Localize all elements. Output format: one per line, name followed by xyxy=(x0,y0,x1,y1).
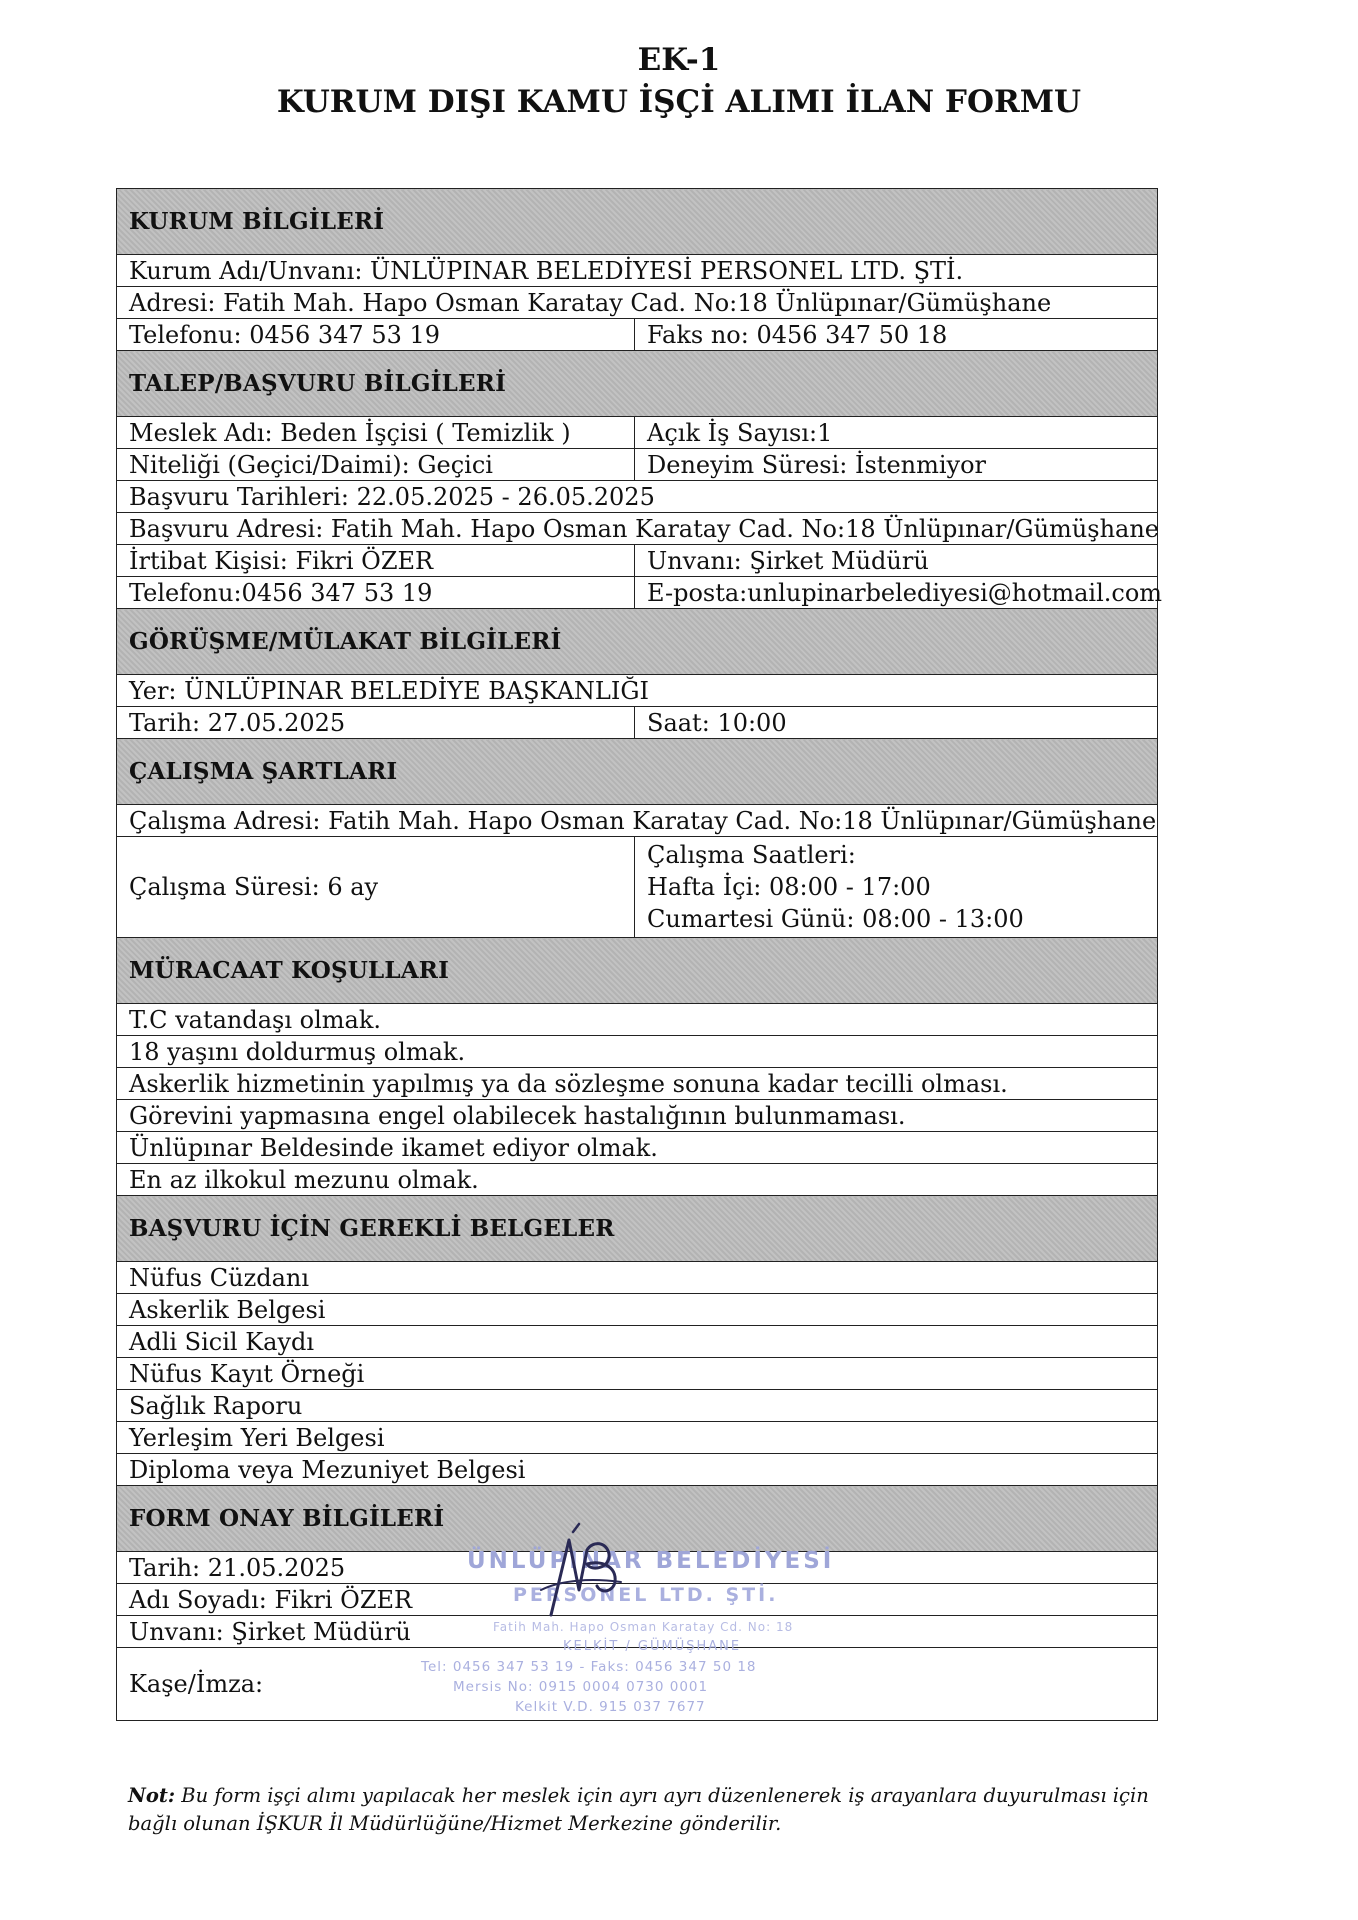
stamp-line: Fatih Mah. Hapo Osman Karatay Cd. No: 18 xyxy=(493,1620,794,1634)
section-onay-heading: FORM ONAY BİLGİLERİ xyxy=(117,1486,1158,1552)
stamp-line: ÜNLÜPINAR BELEDİYESİ xyxy=(467,1548,835,1574)
cumartesi-saat: Cumartesi Günü: 08:00 - 13:00 xyxy=(647,905,1024,933)
irtibat-kisisi: İrtibat Kişisi: Fikri ÖZER xyxy=(117,545,635,577)
kurum-telefon: Telefonu: 0456 347 53 19 xyxy=(117,319,635,351)
stamp-line: PERSONEL LTD. ŞTİ. xyxy=(513,1584,779,1606)
footer-note xyxy=(128,1782,1178,1838)
irtibat-unvan: Unvanı: Şirket Müdürü xyxy=(635,545,1158,577)
belge-item: Yerleşim Yeri Belgesi xyxy=(117,1422,1158,1454)
belge-item: Diploma veya Mezuniyet Belgesi xyxy=(117,1454,1158,1486)
meslek-adi: Meslek Adı: Beden İşçisi ( Temizlik ) xyxy=(117,417,635,449)
gorusme-tarih: Tarih: 27.05.2025 xyxy=(117,707,635,739)
note-text: Bu form işçi alımı yapılacak her meslek için ayrı ayrı düzenlenerek iş arayanlara duyurulması için bağlı olunan İŞKUR İl Müdürlüğüne/Hizmet Merkezine gönderilir. xyxy=(128,1784,1149,1835)
kase-imza-label: Kaşe/İmza: xyxy=(129,1670,264,1698)
basvuru-adresi: Başvuru Adresi: Fatih Mah. Hapo Osman Karatay Cad. No:18 Ünlüpınar/Gümüşhane xyxy=(117,513,1158,545)
basvuru-tarihleri: Başvuru Tarihleri: 22.05.2025 - 26.05.2025 xyxy=(117,481,1158,513)
calisma-saatleri xyxy=(635,837,1158,938)
section-gorusme-heading: GÖRÜŞME/MÜLAKAT BİLGİLERİ xyxy=(117,609,1158,675)
stamp-line: Tel: 0456 347 53 19 - Faks: 0456 347 50 18 xyxy=(421,1659,757,1675)
onay-unvan: Unvanı: Şirket Müdürü xyxy=(117,1616,1158,1648)
section-calisma-heading: ÇALIŞMA ŞARTLARI xyxy=(117,739,1158,805)
muracaat-item: 18 yaşını doldurmuş olmak. xyxy=(117,1036,1158,1068)
gorusme-yer: Yer: ÜNLÜPINAR BELEDİYE BAŞKANLIĞI xyxy=(117,675,1158,707)
section-kurum-heading: KURUM BİLGİLERİ xyxy=(117,189,1158,255)
stamp-line: Kelkit V.D. 915 037 7677 xyxy=(515,1699,706,1715)
stamp-line: Mersis No: 0915 0004 0730 0001 xyxy=(453,1679,709,1695)
hafta-ici-saat: Hafta İçi: 08:00 - 17:00 xyxy=(647,873,931,901)
belge-item: Sağlık Raporu xyxy=(117,1390,1158,1422)
note-label: Not: xyxy=(128,1784,176,1807)
gorusme-saat: Saat: 10:00 xyxy=(635,707,1158,739)
niteligi: Niteliği (Geçici/Daimi): Geçici xyxy=(117,449,635,481)
section-belgeler-heading: BAŞVURU İÇİN GEREKLİ BELGELER xyxy=(117,1196,1158,1262)
form-code: EK-1 xyxy=(637,42,721,78)
calisma-suresi: Çalışma Süresi: 6 ay xyxy=(117,837,635,938)
muracaat-item: Ünlüpınar Beldesinde ikamet ediyor olmak. xyxy=(117,1132,1158,1164)
announcement-form xyxy=(116,188,1163,1721)
onay-adi-soyadi: Adı Soyadı: Fikri ÖZER xyxy=(117,1584,1158,1616)
form-title: KURUM DIŞI KAMU İŞÇİ ALIMI İLAN FORMU xyxy=(276,84,1082,120)
muracaat-item: Askerlik hizmetinin yapılmış ya da sözleşme sonuna kadar tecilli olması. xyxy=(117,1068,1158,1100)
belge-item: Askerlik Belgesi xyxy=(117,1294,1158,1326)
deneyim-suresi: Deneyim Süresi: İstenmiyor xyxy=(635,449,1158,481)
muracaat-item: T.C vatandaşı olmak. xyxy=(117,1004,1158,1036)
irtibat-telefon: Telefonu:0456 347 53 19 xyxy=(117,577,635,609)
belge-item: Nüfus Cüzdanı xyxy=(117,1262,1158,1294)
section-muracaat-heading: MÜRACAAT KOŞULLARI xyxy=(117,938,1158,1004)
irtibat-eposta: E-posta:unlupinarbelediyesi@hotmail.com xyxy=(635,577,1158,609)
calisma-adresi: Çalışma Adresi: Fatih Mah. Hapo Osman Karatay Cad. No:18 Ünlüpınar/Gümüşhane xyxy=(117,805,1158,837)
section-talep-heading: TALEP/BAŞVURU BİLGİLERİ xyxy=(117,351,1158,417)
kurum-faks: Faks no: 0456 347 50 18 xyxy=(635,319,1158,351)
belge-item: Nüfus Kayıt Örneği xyxy=(117,1358,1158,1390)
stamp-line: KELKİT / GÜMÜŞHANE xyxy=(563,1639,742,1654)
acik-is-sayisi: Açık İş Sayısı:1 xyxy=(635,417,1158,449)
kurum-adres: Adresi: Fatih Mah. Hapo Osman Karatay Cad. No:18 Ünlüpınar/Gümüşhane xyxy=(117,287,1158,319)
calisma-saatleri-title: Çalışma Saatleri: xyxy=(647,841,856,869)
kurum-adi: Kurum Adı/Unvanı: ÜNLÜPINAR BELEDİYESİ PERSONEL LTD. ŞTİ. xyxy=(117,255,1158,287)
muracaat-item: Görevini yapmasına engel olabilecek hastalığının bulunmaması. xyxy=(117,1100,1158,1132)
belge-item: Adli Sicil Kaydı xyxy=(117,1326,1158,1358)
muracaat-item: En az ilkokul mezunu olmak. xyxy=(117,1164,1158,1196)
onay-tarih: Tarih: 21.05.2025 xyxy=(117,1552,1158,1584)
